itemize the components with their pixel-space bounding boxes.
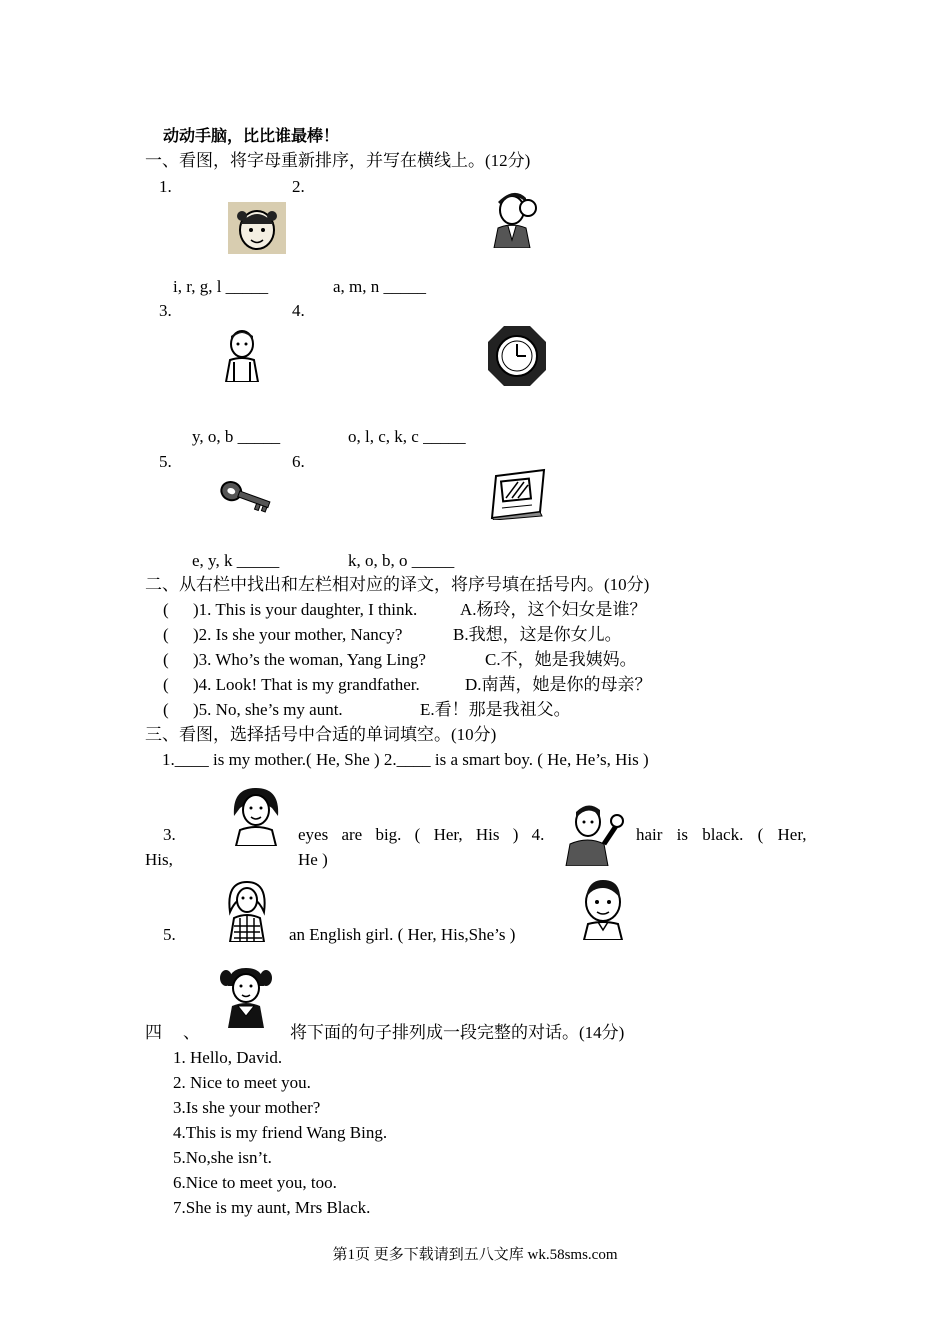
match-row-1-left: )1. This is your daughter, I think. <box>193 600 418 619</box>
pigtail-girl-picture <box>220 964 272 1028</box>
match-row-2-bracket: ( <box>163 625 169 644</box>
clock-picture <box>486 324 548 390</box>
q5-letters: e, y, k _____ <box>192 551 280 570</box>
page-footer: 第1页 更多下载请到五八文库 wk.58sms.com <box>332 1247 618 1263</box>
q2-number: 2. <box>292 177 305 196</box>
english-girl-picture <box>224 878 270 942</box>
q3-sec3-continuation: His, <box>145 850 173 869</box>
man-picture <box>490 190 538 248</box>
section4-comma: 、 <box>183 1023 200 1042</box>
q5-sec3-number: 5. <box>163 925 176 944</box>
q3-sec3-text-content: eyes are big. ( Her, His ) 4. <box>298 825 545 844</box>
match-row-2-left: )2. Is she your mother, Nancy? <box>193 625 403 644</box>
match-row-3-bracket: ( <box>163 650 169 669</box>
dialog-line-1: 1. Hello, David. <box>173 1048 283 1067</box>
dialog-line-2: 2. Nice to meet you. <box>173 1073 311 1092</box>
key-picture <box>215 480 273 520</box>
section4-heading: 将下面的句子排列成一段完整的对话。(14分) <box>290 1023 625 1042</box>
section4-number: 四 <box>145 1023 162 1042</box>
dialog-line-3: 3.Is she your mother? <box>173 1098 321 1117</box>
match-row-2-right: B.我想，这是你女儿。 <box>453 625 622 644</box>
book-picture <box>488 468 548 520</box>
match-row-1-bracket: ( <box>163 600 169 619</box>
q3-sec3-number: 3. <box>163 825 176 844</box>
dialog-line-4: 4.This is my friend Wang Bing. <box>173 1123 388 1142</box>
boy-picture <box>218 328 266 382</box>
q2-letters: a, m, n _____ <box>333 277 427 296</box>
match-row-5-right: E.看！那是我祖父。 <box>420 700 571 719</box>
section1-heading: 一、看图，将字母重新排序，并写在横线上。(12分) <box>145 151 531 170</box>
girl-picture <box>228 202 286 254</box>
q6-number: 6. <box>292 452 305 471</box>
q3-sec3-tail: He ) <box>298 850 328 869</box>
waving-boy-picture <box>562 804 626 866</box>
mother-picture <box>228 786 284 846</box>
smart-boy-picture <box>578 878 628 940</box>
page-title: 动动手脑，比比谁最棒！ <box>163 126 340 145</box>
q4-number: 4. <box>292 301 305 320</box>
dialog-line-6: 6.Nice to meet you, too. <box>173 1173 337 1192</box>
q1-number: 1. <box>159 177 172 196</box>
match-row-5-left: )5. No, she’s my aunt. <box>193 700 343 719</box>
q3-number: 3. <box>159 301 172 320</box>
dialog-line-5: 5.No,she isn’t. <box>173 1148 272 1167</box>
match-row-3-left: )3. Who’s the woman, Yang Ling? <box>193 650 426 669</box>
match-row-3-right: C.不，她是我姨妈。 <box>485 650 637 669</box>
q3-sec3-text <box>298 826 544 843</box>
match-row-5-bracket: ( <box>163 700 169 719</box>
q3-letters: y, o, b _____ <box>192 427 281 446</box>
dialog-line-7: 7.She is my aunt, Mrs Black. <box>173 1198 371 1217</box>
section2-heading: 二、从右栏中找出和左栏相对应的译文，将序号填在括号内。(10分) <box>145 575 650 594</box>
q5-sec3-text: an English girl. ( Her, His,She’s ) <box>289 925 516 944</box>
q5-number: 5. <box>159 452 172 471</box>
match-row-4-right: D.南茜，她是你的母亲？ <box>465 675 652 694</box>
section3-heading: 三、看图，选择括号中合适的单词填空。(10分) <box>145 725 497 744</box>
match-row-4-left: )4. Look! That is my grandfather. <box>193 675 420 694</box>
match-row-4-bracket: ( <box>163 675 169 694</box>
q6-letters: k, o, b, o _____ <box>348 551 455 570</box>
match-row-1-right: A.杨玲，这个妇女是谁？ <box>460 600 647 619</box>
section3-line1: 1.____ is my mother.( He, She ) 2.____ is a smart boy. ( He, He’s, His ) <box>162 750 649 769</box>
q4-letters: o, l, c, k, c _____ <box>348 427 466 446</box>
q1-letters: i, r, g, l _____ <box>173 277 269 296</box>
q4-sec3-text <box>636 826 806 843</box>
q4-sec3-text-content: hair is black. ( Her, <box>636 825 807 844</box>
